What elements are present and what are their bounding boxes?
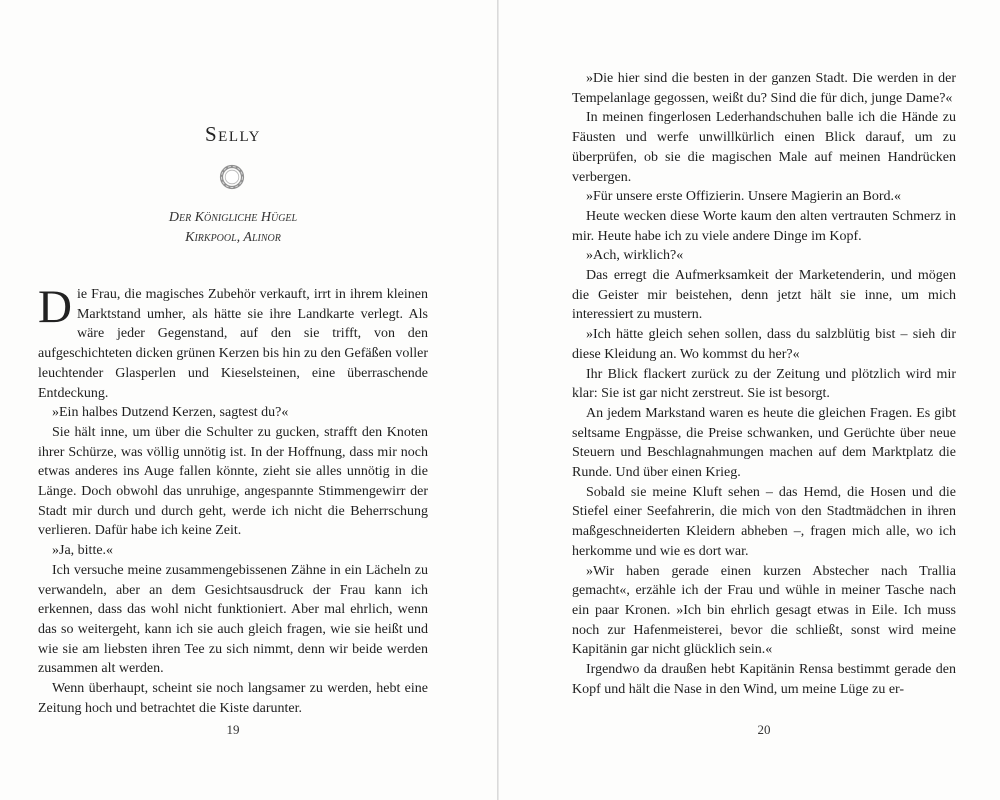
paragraph: »Ich hätte gleich sehen sollen, dass du salzblütig bist – sieh dir diese Kleidung an. Wo kommst du her?«	[572, 327, 956, 362]
page-number: 20	[757, 722, 771, 737]
paragraph: Ihr Blick flackert zurück zu der Zeitung und plötzlich wird mir klar: Sie ist gar nicht zerstreut. Sie ist besorgt.	[572, 366, 956, 402]
paragraph: Irgendwo da draußen hebt Kapitänin Rensa bestimmt gerade den Kopf und hält die Nase in den Wind, um meine Lüge zu er-	[572, 662, 956, 697]
paragraph: Das erregt die Aufmerksamkeit der Marketenderin, und mögen die Geister mir beistehen, denn jetzt hält sie inne, um mich interessiert zu mustern.	[572, 268, 956, 323]
right-page-body	[572, 69, 956, 700]
paragraph: Sie hält inne, um über die Schulter zu gucken, strafft den Knoten ihrer Schürze, was völlig unnötig ist. In der Hoffnung, dass mir noch etwas anderes ins Auge fallen könnte, zieht sie alles unnötig in die Länge. Doch obwohl das unruhige, angespannte Stimmengewirr der Stadt mir durch und durch geht, werde ich nicht die Beherrschung verlieren. Dafür habe ich keine Zeit.	[38, 424, 428, 539]
paragraph: Ich versuche meine zusammengebissenen Zähne in ein Lächeln zu verwandeln, aber an dem Gesichtsausdruck der Frau kann ich erkennen, dass das wohl nicht funktioniert. Aber mal ehrlich, wenn das so weitergeht, kann ich sie auch gleich fragen, wie sie heißt und wie sie am liebsten ihren Tee zu sich nimmt, denn wir beide werden zusammen alt werden.	[38, 562, 428, 677]
paragraph: »Wir haben gerade einen kurzen Abstecher nach Trallia gemacht«, erzähle ich der Frau und wühle in meiner Tasche nach ein paar Kronen. »Ich bin ehrlich gesagt etwas in Eile. Ich muss noch zur Hafenmeisterei, bevor die schließt, sonst wird meine Kapitänin gar nicht glücklich sein.«	[572, 563, 956, 658]
paragraph: »Ein halbes Dutzend Kerzen, sagtest du?«	[52, 405, 289, 421]
paragraph: »Für unsere erste Offizierin. Unsere Magierin an Bord.«	[586, 189, 902, 205]
location-line-2: Kirkpool, Alinor	[185, 230, 281, 245]
paragraph: »Ja, bitte.«	[52, 543, 114, 559]
left-page-body	[38, 281, 428, 718]
chapter-location	[38, 208, 428, 248]
right-page	[572, 0, 956, 800]
paragraph: Heute wecken diese Worte kaum den alten vertrauten Schmerz in mir. Heute habe ich zu viele andere Dinge im Kopf.	[572, 208, 956, 244]
chapter-title: Selly	[205, 122, 261, 146]
paragraph: In meinen fingerlosen Lederhandschuhen balle ich die Hände zu Fäusten und werfe unwillkürlich einen Blick darauf, um zu überprüfen, ob sie die magischen Male auf meinen Handrücken verbergen.	[572, 110, 956, 185]
paragraph: »Die hier sind die besten in der ganzen Stadt. Die werden in der Tempelanlage gegossen, weißt du? Sind die für dich, junge Dame?«	[572, 71, 956, 106]
chapter-ornament-icon	[219, 164, 245, 190]
left-page	[38, 0, 428, 800]
paragraph: »Ach, wirklich?«	[586, 248, 684, 264]
paragraph: An jedem Markstand waren es heute die gleichen Fragen. Es gibt seltsame Engpässe, die Preise schwanken, und Gerüchte über neue Steuern und Beschlagnahmungen machen auf dem Marktplatz die Runde. Und über einen Krieg.	[572, 405, 956, 481]
page-number: 19	[226, 722, 240, 737]
paragraph: Sobald sie meine Kluft sehen – das Hemd, die Hosen und die Stiefel einer Seefahrerin, die mich von den Stadtmädchen in ihren maßgeschneiderten Kleidern abheben –, fragen mich alle, wo ich herkomme und wie es dort war.	[572, 484, 956, 559]
paragraph	[38, 281, 428, 403]
drop-cap: D	[38, 281, 72, 333]
location-line-1: Der Königliche Hügel	[168, 210, 298, 225]
paragraph-text: ie Frau, die magisches Zubehör verkauft, irrt in ihrem kleinen Marktstand umher, als hätte sie ihre Landkarte verlegt. Als wäre jeder Gegenstand, auf den sie trifft, von den aufgeschichteten dicken grünen Kerzen bis hin zu den Gefäßen voller leuchtender Glasperlen und Kieselsteinen, eine überraschende Entdeckung.	[38, 287, 428, 401]
paragraph: Wenn überhaupt, scheint sie noch langsamer zu werden, hebt eine Zeitung hoch und betrachtet die Kiste darunter.	[38, 681, 428, 716]
page-gutter	[497, 0, 499, 800]
